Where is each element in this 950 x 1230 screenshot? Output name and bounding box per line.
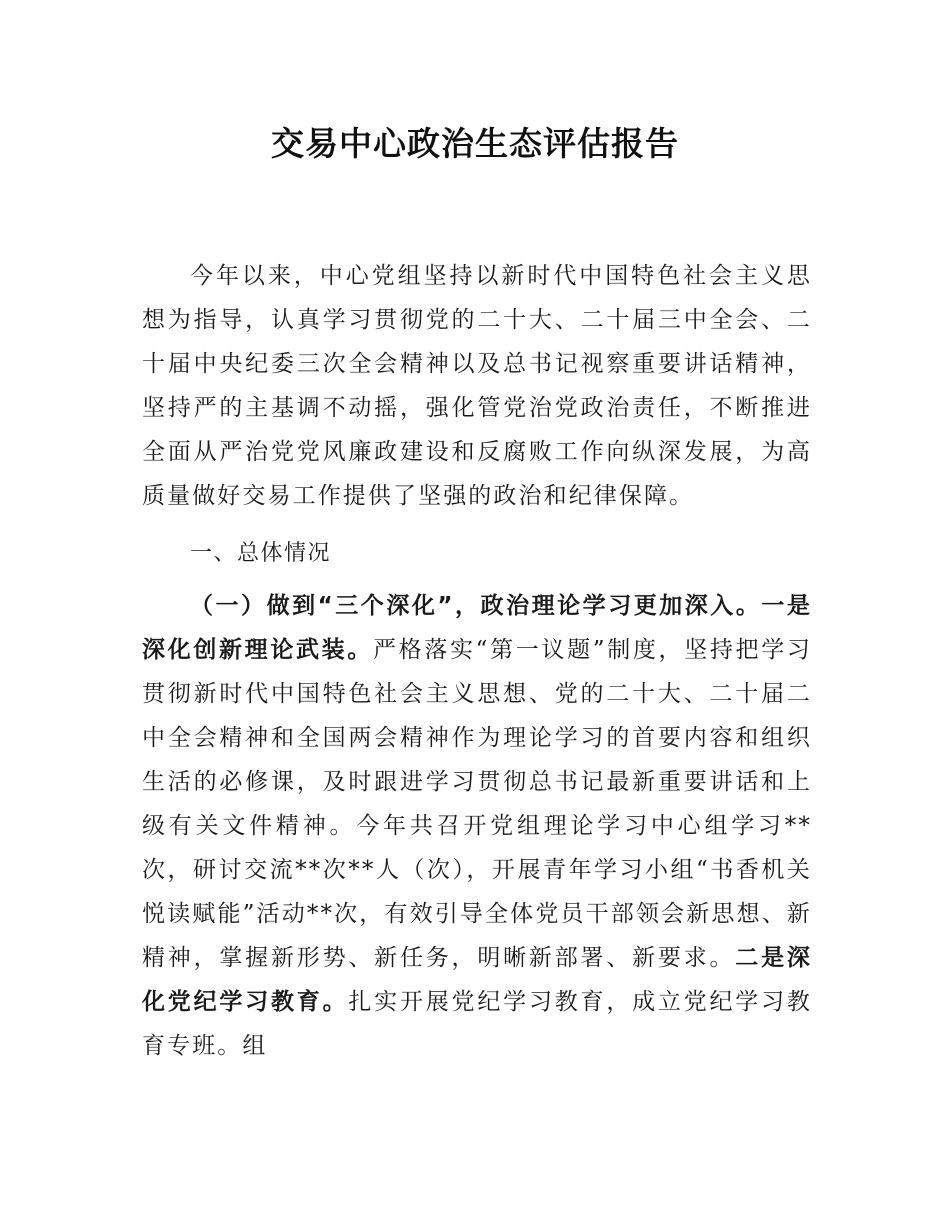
point-label: 一是深化创新理论武装。 (142, 593, 812, 663)
document-title: 交易中心政治生态评估报告 (271, 124, 679, 163)
point-text: 严格落实“第一议题”制度，坚持把学习贯彻新时代中国特色社会主义思想、党的二十大、二十届二中全会精神和全国两会精神作为理论学习的首要内容和组织生活的必修课，及时跟进学习贯彻总书记最新重要讲话和上级有关文件精神。今年共召开党组理论学习中心组学习**次，研讨交流**次**人（次），开展青年学习小组“书香机关悦读赋能”活动**次，有效引导全体党员干部领会新思想、新精神，掌握新形势、新任务，明晰新部署、新要求。 (142, 637, 812, 971)
document-body (142, 254, 812, 1068)
point-text: 扎实开展党纪学习教育，成立党纪学习教育专班。组 (142, 989, 812, 1059)
section-heading: 一、总体情况 (190, 541, 332, 566)
point-label: 二是深化党纪学习教育。 (142, 945, 812, 1015)
subsection-heading: （一）做到“三个深化”，政治理论学习更加深入。 (190, 593, 762, 619)
intro-paragraph: 今年以来，中心党组坚持以新时代中国特色社会主义思想为指导，认真学习贯彻党的二十大、二十届三中全会、二十届中央纪委三次全会精神以及总书记视察重要讲话精神，坚持严的主基调不动摇，强化管党治党政治责任，不断推进全面从严治党党风廉政建设和反腐败工作向纵深发展，为高质量做好交易工作提供了坚强的政治和纪律保障。 (142, 263, 812, 509)
subsection-paragraph (142, 584, 812, 1068)
